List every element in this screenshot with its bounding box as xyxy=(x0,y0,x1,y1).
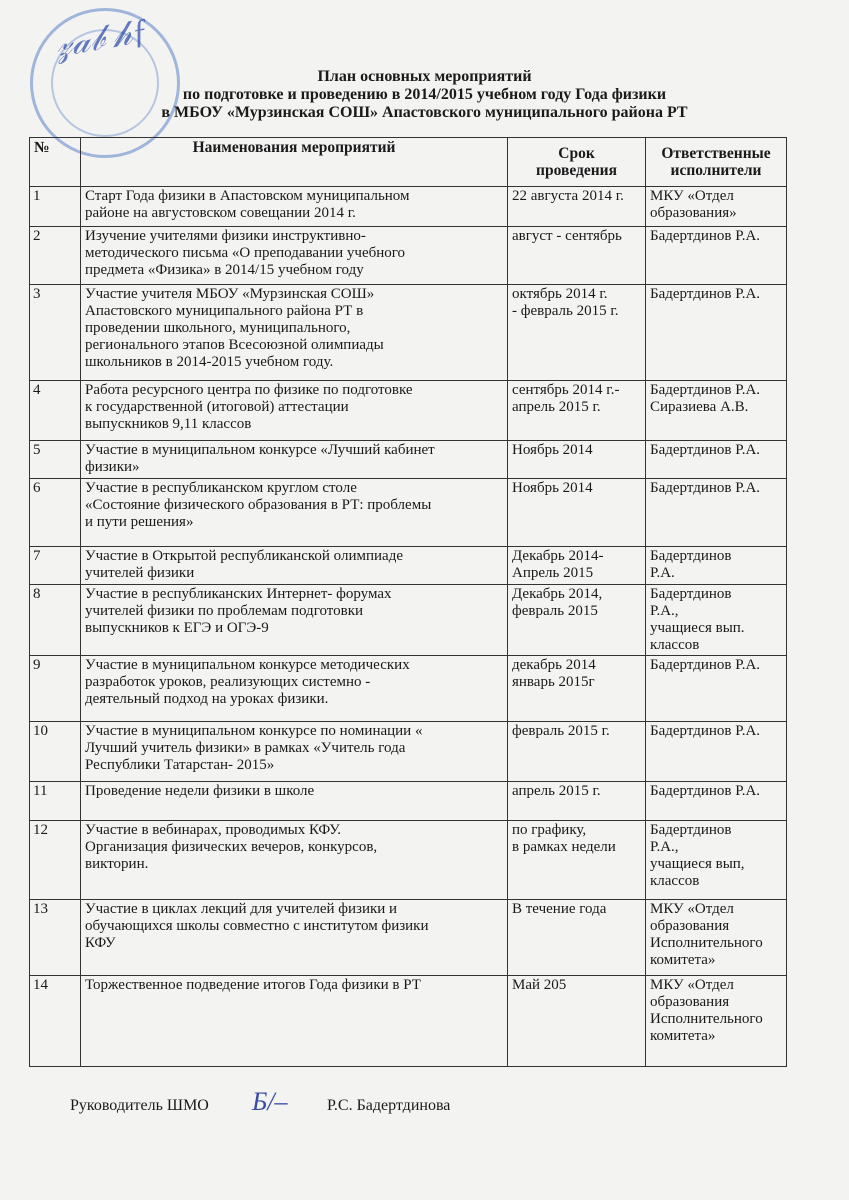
footer-name: Р.С. Бадертдинова xyxy=(327,1097,451,1114)
table-row xyxy=(30,585,787,656)
event-name: Участие в вебинарах, проводимых КФУ. Организация физических вечеров, конкурсов, викторин. xyxy=(81,821,508,900)
document-title xyxy=(0,68,849,122)
row-number: 9 xyxy=(30,656,81,722)
header-number: № xyxy=(30,138,81,187)
table-row xyxy=(30,656,787,722)
title-line-3: в МБОУ «Мурзинская СОШ» Апастовского муниципального района РТ xyxy=(161,104,688,121)
row-number: 5 xyxy=(30,441,81,479)
event-responsible: МКУ «Отдел образования» xyxy=(646,187,787,227)
event-name: Старт Года физики в Апастовском муниципальном районе на августовском совещании 2014 г. xyxy=(81,187,508,227)
title-line-2: по подготовке и проведению в 2014/2015 учебном году Года физики xyxy=(182,86,667,103)
footer-signature: Б/– xyxy=(252,1087,288,1116)
table-row xyxy=(30,381,787,441)
event-date: апрель 2015 г. xyxy=(508,782,646,821)
footer-position: Руководитель ШМО xyxy=(70,1097,209,1114)
header-date: Срок проведения xyxy=(508,138,646,187)
event-responsible: Бадертдинов Р.А. xyxy=(646,782,787,821)
event-responsible: Бадертдинов Р.А. xyxy=(646,547,787,585)
event-name: Проведение недели физики в школе xyxy=(81,782,508,821)
table-row xyxy=(30,782,787,821)
row-number: 12 xyxy=(30,821,81,900)
title-line-1: План основных мероприятий xyxy=(317,68,532,85)
table-row xyxy=(30,547,787,585)
event-responsible: Бадертдинов Р.А. Сиразиева А.В. xyxy=(646,381,787,441)
row-number: 10 xyxy=(30,722,81,782)
table-row xyxy=(30,187,787,227)
table-row xyxy=(30,976,787,1067)
event-date: Май 205 xyxy=(508,976,646,1067)
table-row xyxy=(30,441,787,479)
row-number: 3 xyxy=(30,285,81,381)
event-date: В течение года xyxy=(508,900,646,976)
event-date: Ноябрь 2014 xyxy=(508,479,646,547)
row-number: 4 xyxy=(30,381,81,441)
event-name: Изучение учителями физики инструктивно- методического письма «О преподавании учебного предмета «Физика» в 2014/15 учебном году xyxy=(81,227,508,285)
row-number: 14 xyxy=(30,976,81,1067)
event-responsible: Бадертдинов Р.А. xyxy=(646,441,787,479)
event-date: Ноябрь 2014 xyxy=(508,441,646,479)
row-number: 2 xyxy=(30,227,81,285)
event-responsible: Бадертдинов Р.А., учащиеся вып, классов xyxy=(646,821,787,900)
event-date: 22 августа 2014 г. xyxy=(508,187,646,227)
event-responsible: Бадертдинов Р.А. xyxy=(646,285,787,381)
table-row xyxy=(30,722,787,782)
event-name: Участие в муниципальном конкурсе методических разработок уроков, реализующих системно - деятельный подход на уроках физики. xyxy=(81,656,508,722)
row-number: 1 xyxy=(30,187,81,227)
event-date: сентябрь 2014 г.- апрель 2015 г. xyxy=(508,381,646,441)
event-date: Декабрь 2014- Апрель 2015 xyxy=(508,547,646,585)
stamp-signature: 𝓏𝒶𝒷 𝒽ƒ xyxy=(52,12,152,65)
row-number: 8 xyxy=(30,585,81,656)
events-table xyxy=(29,137,787,1067)
row-number: 11 xyxy=(30,782,81,821)
header-responsible: Ответственные исполнители xyxy=(646,138,787,187)
row-number: 7 xyxy=(30,547,81,585)
event-date: по графику, в рамках недели xyxy=(508,821,646,900)
event-responsible: Бадертдинов Р.А. xyxy=(646,722,787,782)
row-number: 6 xyxy=(30,479,81,547)
event-responsible: МКУ «Отдел образования Исполнительного комитета» xyxy=(646,900,787,976)
event-responsible: Бадертдинов Р.А. xyxy=(646,479,787,547)
event-responsible: Бадертдинов Р.А. xyxy=(646,227,787,285)
header-name: Наименования мероприятий xyxy=(81,138,508,187)
event-name: Работа ресурсного центра по физике по подготовке к государственной (итоговой) аттестации выпускников 9,11 классов xyxy=(81,381,508,441)
event-date: декабрь 2014 январь 2015г xyxy=(508,656,646,722)
row-number: 13 xyxy=(30,900,81,976)
event-date: октябрь 2014 г. - февраль 2015 г. xyxy=(508,285,646,381)
event-name: Участие в республиканском круглом столе «Состояние физического образования в РТ: проблемы и пути решения» xyxy=(81,479,508,547)
table-row xyxy=(30,227,787,285)
event-name: Участие в муниципальном конкурсе по номинации « Лучший учитель физики» в рамках «Учитель года Республики Татарстан- 2015» xyxy=(81,722,508,782)
event-date: февраль 2015 г. xyxy=(508,722,646,782)
event-name: Участие учителя МБОУ «Мурзинская СОШ» Апастовского муниципального района РТ в проведении школьного, муниципального, регионального этапов Всесоюзной олимпиады школьников в 2014-2015 учебном году. xyxy=(81,285,508,381)
table-header-row xyxy=(30,138,787,187)
event-responsible: Бадертдинов Р.А. xyxy=(646,656,787,722)
event-name: Участие в Открытой республиканской олимпиаде учителей физики xyxy=(81,547,508,585)
event-responsible: МКУ «Отдел образования Исполнительного комитета» xyxy=(646,976,787,1067)
event-name: Участие в муниципальном конкурсе «Лучший кабинет физики» xyxy=(81,441,508,479)
event-name: Торжественное подведение итогов Года физики в РТ xyxy=(81,976,508,1067)
table-row xyxy=(30,821,787,900)
event-date: август - сентябрь xyxy=(508,227,646,285)
event-responsible: Бадертдинов Р.А., учащиеся вып. классов xyxy=(646,585,787,656)
table-row xyxy=(30,479,787,547)
event-name: Участие в республиканских Интернет- форумах учителей физики по проблемам подготовки выпускников к ЕГЭ и ОГЭ-9 xyxy=(81,585,508,656)
table-row xyxy=(30,900,787,976)
event-date: Декабрь 2014, февраль 2015 xyxy=(508,585,646,656)
table-row xyxy=(30,285,787,381)
event-name: Участие в циклах лекций для учителей физики и обучающихся школы совместно с институтом физики КФУ xyxy=(81,900,508,976)
